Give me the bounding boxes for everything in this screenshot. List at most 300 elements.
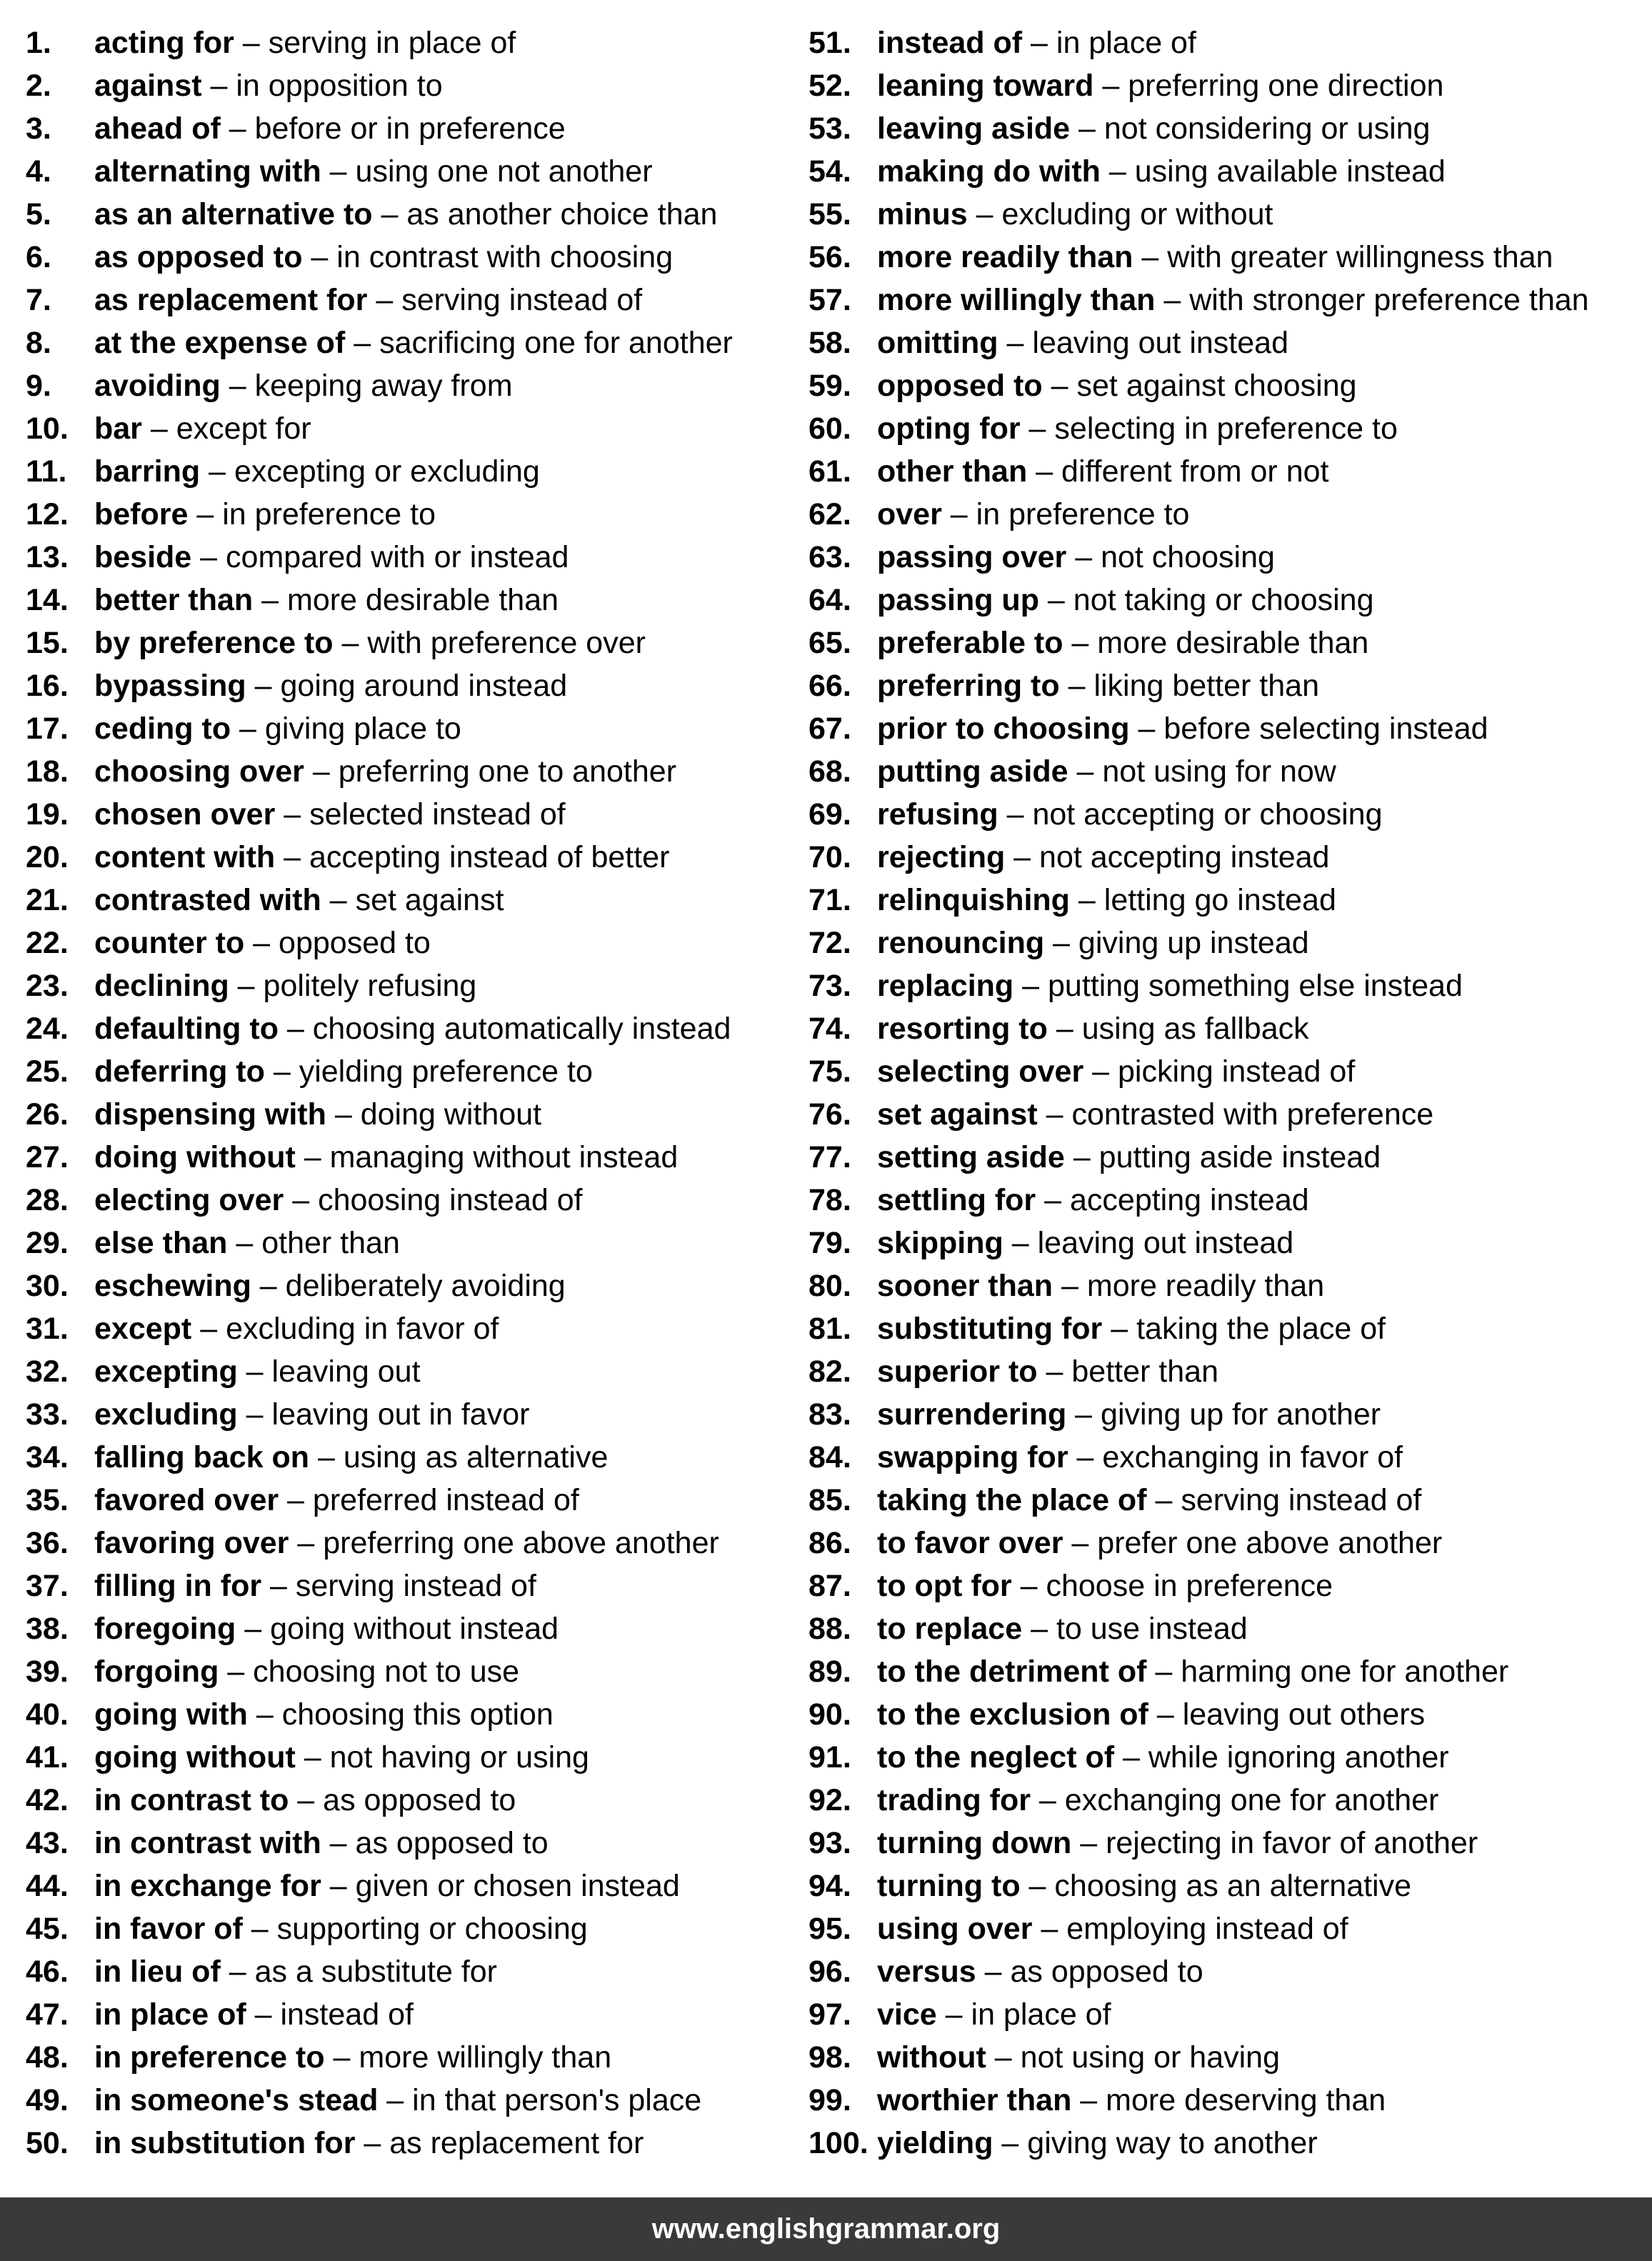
item-definition: giving up instead [1078,926,1309,960]
item-separator: – [1066,1397,1101,1432]
list-item [809,450,1637,493]
list-item [26,1479,804,1522]
item-separator: – [1020,411,1055,446]
item-term: declining [94,969,229,1003]
item-definition: putting aside instead [1098,1140,1381,1174]
item-term: resorting to [877,1012,1048,1046]
item-separator: – [998,797,1033,832]
item-definition: serving instead of [295,1569,536,1603]
item-term: sooner than [877,1269,1053,1303]
item-definition: not accepting or choosing [1032,797,1383,832]
list-item [809,1136,1637,1179]
list-item [26,1307,804,1350]
list-item [26,879,804,922]
item-separator: – [244,926,279,960]
item-number: 41. [26,1740,69,1775]
list-item [26,836,804,879]
item-separator: – [219,1654,254,1689]
item-definition: choosing automatically instead [312,1012,731,1046]
item-definition: as opposed to [1010,1955,1203,1989]
item-definition: going around instead [280,669,568,703]
item-definition: using as fallback [1081,1012,1309,1046]
item-number: 59. [809,369,851,403]
list-item [809,1993,1637,2036]
item-term: in preference to [94,2040,325,2075]
list-item [809,1607,1637,1650]
list-item [26,150,804,193]
item-definition: exchanging one for another [1064,1783,1439,1817]
item-definition: yielding preference to [299,1054,593,1089]
item-number: 36. [26,1526,69,1560]
list-item [809,579,1637,622]
item-term: bypassing [94,669,246,703]
item-separator: – [1022,1612,1056,1646]
item-definition: excluding in favor of [226,1312,499,1346]
item-definition: managing without instead [329,1140,679,1174]
item-separator: – [251,1269,286,1303]
item-separator: – [275,797,310,832]
list-item [809,1307,1637,1350]
item-number: 67. [809,712,851,746]
item-term: dispensing with [94,1097,326,1132]
item-definition: as another choice than [406,197,718,231]
item-number: 37. [26,1569,69,1603]
list-item [26,1607,804,1650]
list-item [26,922,804,964]
list-item [809,1479,1637,1522]
list-item [26,964,804,1007]
item-definition: keeping away from [254,369,513,403]
item-definition: not using for now [1102,754,1336,789]
item-definition: letting go instead [1103,883,1336,917]
item-separator: – [1013,969,1048,1003]
item-number: 5. [26,197,51,231]
item-definition: leaving out others [1182,1697,1426,1732]
item-separator: – [378,2083,413,2117]
item-number: 27. [26,1140,69,1174]
item-separator: – [1037,1354,1072,1389]
item-number: 62. [809,497,851,531]
item-separator: – [1032,1912,1067,1946]
item-separator: – [1083,1054,1118,1089]
item-definition: except for [176,411,311,446]
item-separator: – [289,1783,324,1817]
item-term: forgoing [94,1654,219,1689]
item-term: without [877,2040,986,2075]
item-term: falling back on [94,1440,310,1474]
list-item [809,1822,1637,1865]
item-term: more readily than [877,240,1133,274]
item-number: 22. [26,926,69,960]
item-number: 80. [809,1269,851,1303]
item-term: minus [877,197,968,231]
item-term: to the detriment of [877,1654,1147,1689]
item-separator: – [1003,1226,1038,1260]
item-number: 2. [26,69,51,103]
item-number: 55. [809,197,851,231]
item-separator: – [264,1054,299,1089]
item-term: set against [877,1097,1038,1132]
list-item [26,1093,804,1136]
item-definition: with stronger preference than [1189,283,1589,317]
item-term: selecting over [877,1054,1084,1089]
list-item [809,922,1637,964]
list-item [809,1350,1637,1393]
item-term: making do with [877,154,1101,189]
item-definition: set against [355,883,504,917]
item-number: 33. [26,1397,69,1432]
item-definition: contrasted with preference [1071,1097,1434,1132]
list-item [26,1007,804,1050]
list-item [26,1179,804,1222]
item-definition: preferring one direction [1128,69,1444,103]
item-number: 46. [26,1955,69,1989]
item-number: 77. [809,1140,851,1174]
list-item [809,1693,1637,1736]
item-term: opting for [877,411,1021,446]
item-definition: excluding or without [1001,197,1273,231]
item-separator: – [1114,1740,1148,1775]
item-definition: harming one for another [1181,1654,1509,1689]
item-separator: – [936,1997,971,2032]
item-number: 19. [26,797,69,832]
item-number: 84. [809,1440,851,1474]
item-term: trading for [877,1783,1031,1817]
item-term: in lieu of [94,1955,221,1989]
item-separator: – [1044,926,1078,960]
item-number: 63. [809,540,851,574]
list-item [26,793,804,836]
item-term: at the expense of [94,326,346,360]
item-separator: – [321,1826,356,1860]
item-number: 79. [809,1226,851,1260]
item-definition: choosing instead of [318,1183,583,1217]
item-number: 25. [26,1054,69,1089]
item-number: 64. [809,583,851,617]
item-number: 6. [26,240,51,274]
list-item [26,1993,804,2036]
item-separator: – [976,1955,1011,1989]
item-separator: – [237,1397,272,1432]
list-item [26,1865,804,1907]
item-term: by preference to [94,626,334,660]
item-term: else than [94,1226,228,1260]
list-item [809,1865,1637,1907]
list-item [26,64,804,107]
item-separator: – [372,197,407,231]
list-item [809,836,1637,879]
list-item [26,450,804,493]
item-number: 87. [809,1569,851,1603]
item-separator: – [220,369,255,403]
list-item [809,622,1637,664]
item-term: renouncing [877,926,1045,960]
item-number: 66. [809,669,851,703]
item-term: going without [94,1740,296,1775]
word-list-left-column [26,21,804,2165]
list-item [809,750,1637,793]
item-number: 21. [26,883,69,917]
item-separator: – [237,1354,272,1389]
item-number: 7. [26,283,51,317]
item-definition: not having or using [329,1740,589,1775]
list-item [809,107,1637,150]
list-item [26,493,804,536]
item-separator: – [1068,1440,1103,1474]
item-term: barring [94,454,201,489]
list-item [809,321,1637,364]
list-item [26,407,804,450]
item-number: 4. [26,154,51,189]
item-definition: given or chosen instead [355,1869,680,1903]
list-item [26,279,804,321]
item-number: 1. [26,26,51,60]
item-number: 43. [26,1826,69,1860]
item-number: 98. [809,2040,851,2075]
item-separator: – [227,1226,262,1260]
item-separator: – [1036,1183,1070,1217]
item-term: skipping [877,1226,1003,1260]
item-term: contrasted with [94,883,321,917]
item-definition: more readily than [1086,1269,1325,1303]
item-definition: more desirable than [1097,626,1369,660]
item-number: 28. [26,1183,69,1217]
item-definition: in opposition to [236,69,443,103]
item-term: chosen over [94,797,276,832]
item-term: in contrast to [94,1783,289,1817]
item-number: 11. [26,454,67,489]
item-term: favoring over [94,1526,289,1560]
item-separator: – [247,1697,282,1732]
item-separator: – [275,840,310,874]
item-separator: – [986,2040,1021,2075]
item-term: superior to [877,1354,1038,1389]
item-definition: not taking or choosing [1073,583,1374,617]
list-item [809,1522,1637,1564]
list-item [26,236,804,279]
item-definition: using available instead [1134,154,1446,189]
item-definition: as a substitute for [254,1955,497,1989]
list-item [809,279,1637,321]
item-definition: choosing as an alternative [1054,1869,1412,1903]
item-separator: – [188,497,223,531]
item-separator: – [1020,1869,1055,1903]
item-separator: – [302,240,337,274]
list-item [809,1264,1637,1307]
item-separator: – [236,1612,271,1646]
item-term: over [877,497,942,531]
item-number: 29. [26,1226,69,1260]
item-number: 18. [26,754,69,789]
item-term: avoiding [94,369,221,403]
item-separator: – [1100,154,1135,189]
item-term: other than [877,454,1028,489]
item-definition: compared with or instead [226,540,569,574]
item-number: 72. [809,926,851,960]
item-definition: with preference over [367,626,646,660]
item-number: 90. [809,1697,851,1732]
item-definition: choosing this option [281,1697,554,1732]
item-separator: – [1053,1269,1087,1303]
item-definition: in preference to [222,497,436,531]
item-definition: leaving out in favor [271,1397,530,1432]
list-item [26,1350,804,1393]
item-term: in someone's stead [94,2083,379,2117]
list-item [26,750,804,793]
item-separator: – [200,454,234,489]
item-number: 51. [809,26,851,60]
item-term: opposed to [877,369,1043,403]
list-item [809,1393,1637,1436]
item-term: in substitution for [94,2126,356,2160]
list-item [26,1436,804,1479]
item-separator: – [1038,583,1073,617]
list-item [809,493,1637,536]
item-separator: – [1146,1483,1181,1517]
item-term: instead of [877,26,1023,60]
item-separator: – [220,111,255,146]
list-item [809,1736,1637,1779]
item-definition: as opposed to [323,1783,516,1817]
item-number: 73. [809,969,851,1003]
list-item [809,536,1637,579]
list-item [809,1650,1637,1693]
item-separator: – [1155,283,1190,317]
item-number: 23. [26,969,69,1003]
list-item [26,1136,804,1179]
item-definition: picking instead of [1118,1054,1356,1089]
item-definition: with greater willingness than [1167,240,1553,274]
list-item [809,1007,1637,1050]
item-separator: – [289,1526,324,1560]
item-number: 86. [809,1526,851,1560]
item-definition: taking the place of [1136,1312,1386,1346]
item-term: preferring to [877,669,1060,703]
item-separator: – [333,626,368,660]
item-term: against [94,69,202,103]
item-separator: – [367,283,402,317]
item-separator: – [1146,1654,1181,1689]
item-number: 58. [809,326,851,360]
item-number: 91. [809,1740,851,1775]
item-number: 3. [26,111,51,146]
item-term: passing up [877,583,1039,617]
item-number: 44. [26,1869,69,1903]
item-term: bar [94,411,142,446]
item-number: 50. [26,2126,69,2160]
item-number: 10. [26,411,69,446]
list-item [809,2079,1637,2122]
item-number: 88. [809,1612,851,1646]
item-definition: exchanging in favor of [1102,1440,1403,1474]
item-separator: – [246,669,281,703]
item-definition: doing without [360,1097,542,1132]
item-number: 75. [809,1054,851,1089]
list-item [809,193,1637,236]
item-number: 26. [26,1097,69,1132]
item-number: 12. [26,497,69,531]
item-definition: using one not another [355,154,653,189]
item-number: 15. [26,626,69,660]
list-item [809,1779,1637,1822]
item-number: 52. [809,69,851,103]
item-separator: – [1011,1569,1046,1603]
item-term: omitting [877,326,998,360]
item-number: 24. [26,1012,69,1046]
list-item [809,407,1637,450]
list-item [809,150,1637,193]
item-separator: – [1148,1697,1183,1732]
list-item [809,1907,1637,1950]
item-definition: selecting in preference to [1054,411,1398,446]
item-definition: other than [261,1226,400,1260]
item-definition: putting something else instead [1047,969,1463,1003]
item-definition: employing instead of [1066,1912,1348,1946]
item-term: choosing over [94,754,304,789]
word-list-right-column [809,21,1637,2165]
list-item [809,1564,1637,1607]
item-separator: – [324,2040,359,2075]
item-term: alternating with [94,154,321,189]
item-number: 61. [809,454,851,489]
item-term: doing without [94,1140,296,1174]
item-term: beside [94,540,192,574]
item-term: taking the place of [877,1483,1147,1517]
list-item [26,707,804,750]
item-separator: – [191,1312,226,1346]
list-item [809,2036,1637,2079]
item-number: 100. [809,2126,868,2160]
item-number: 31. [26,1312,69,1346]
item-separator: – [295,1140,330,1174]
item-term: to favor over [877,1526,1063,1560]
list-item [26,2036,804,2079]
list-item [809,793,1637,836]
item-definition: giving up for another [1101,1397,1381,1432]
item-term: in contrast with [94,1826,321,1860]
item-number: 89. [809,1654,851,1689]
item-term: in favor of [94,1912,243,1946]
item-number: 40. [26,1697,69,1732]
list-item [26,1650,804,1693]
item-definition: sacrificing one for another [379,326,733,360]
item-number: 71. [809,883,851,917]
item-separator: – [1059,669,1094,703]
item-number: 47. [26,1997,69,2032]
item-number: 42. [26,1783,69,1817]
item-separator: – [326,1097,361,1132]
item-separator: – [309,1440,344,1474]
item-separator: – [1066,540,1101,574]
item-number: 65. [809,626,851,660]
item-separator: – [242,1912,277,1946]
item-term: relinquishing [877,883,1070,917]
item-separator: – [1047,1012,1082,1046]
item-separator: – [1102,1312,1137,1346]
item-term: to opt for [877,1569,1012,1603]
list-item [26,107,804,150]
item-term: as an alternative to [94,197,373,231]
item-definition: to use instead [1056,1612,1248,1646]
item-separator: – [220,1955,255,1989]
item-term: rejecting [877,840,1006,874]
item-term: substituting for [877,1312,1103,1346]
item-term: more willingly than [877,283,1156,317]
item-number: 48. [26,2040,69,2075]
item-term: in exchange for [94,1869,321,1903]
list-item [809,879,1637,922]
item-number: 17. [26,712,69,746]
